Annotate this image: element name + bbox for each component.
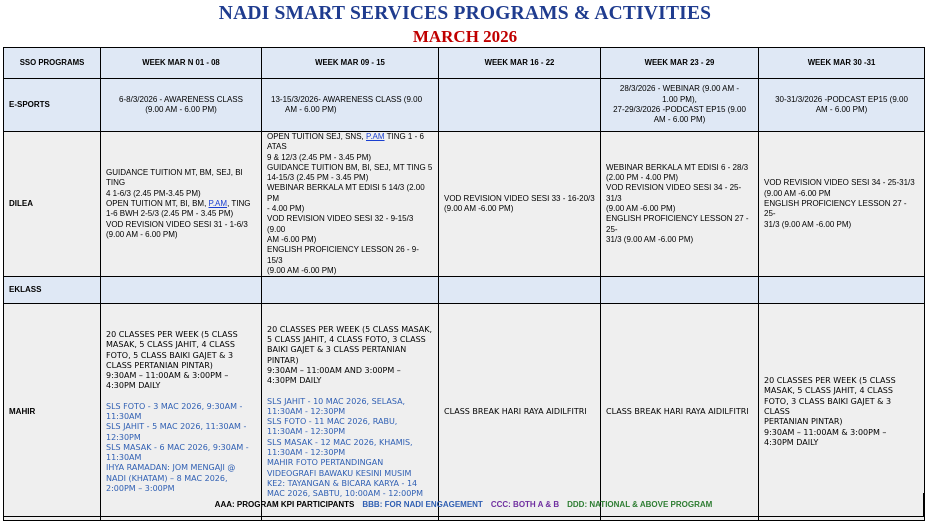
header-row: [4, 48, 925, 79]
eklass-week4: [601, 277, 759, 304]
dilea-w4-line: 31/3 (9.00 AM -6.00 PM): [606, 234, 694, 244]
dilea-w4-line: (9.00 AM -6.00 PM): [606, 204, 676, 214]
mahir-w5-line: FOTO, 3 CLASS BAIKI GAJET & 3 CLASS: [764, 396, 892, 416]
row-label-mahir: MAHIR: [4, 304, 101, 521]
col-header-week2: WEEK MAR 09 - 15: [262, 48, 439, 79]
mahir-w2-event: SLS JAHIT - 10 MAC 2026, SELASA,: [267, 396, 406, 406]
dilea-w2-line: 14-15/3 (2.45 PM - 3.45 PM): [267, 173, 369, 183]
dilea-w1-text: , TING: [227, 198, 251, 208]
mahir-w5-line: 9:30AM – 11:00AM & 3:00PM –: [764, 427, 887, 437]
page-subtitle: MARCH 2026: [412, 27, 518, 46]
row-dilea: [4, 132, 925, 277]
dilea-w2-line: VOD REVISION VIDEO SESI 32 - 9-15/3 (9.00: [267, 214, 414, 234]
col-header-programs: SSO PROGRAMS: [4, 48, 101, 79]
mahir-w1-line: 4:30PM DAILY: [106, 381, 161, 391]
dilea-w2-line: GUIDANCE TUITION BM, BI, SEJ, MT TING 5: [267, 162, 433, 172]
dilea-w2-text: TING 1 - 6 ATAS: [267, 132, 424, 152]
dilea-w2-line: AM -6.00 PM): [267, 234, 317, 244]
mahir-w5-line: PERTANIAN PINTAR): [764, 417, 843, 427]
dilea-w2-line: (9.00 AM -6.00 PM): [267, 265, 337, 275]
mahir-w1-line: FOTO, 5 CLASS BAIKI GAJET & 3: [106, 350, 234, 360]
mahir-w1-event: IHYA RAMADAN: JOM MENGAJI @: [106, 463, 236, 473]
mahir-w2-line: 5 CLASS JAHIT, 4 CLASS FOTO, 3 CLASS: [267, 335, 426, 345]
row-label-esports: E-SPORTS: [4, 79, 101, 132]
mahir-w2-event: SLS FOTO - 11 MAC 2026, RABU,: [267, 417, 398, 427]
row-eklass: [4, 277, 925, 304]
dilea-w4-line: WEBINAR BERKALA MT EDISI 6 - 28/3: [606, 162, 749, 172]
mahir-w2-line: 20 CLASSES PER WEEK (5 CLASS MASAK,: [267, 324, 433, 334]
esports-w1-line: 6-8/3/2026 - AWARENESS CLASS: [119, 94, 243, 104]
dilea-w2-line: WEBINAR BERKALA MT EDISI 5 14/3 (2.00 PM: [267, 183, 425, 203]
mahir-w1-line: 20 CLASSES PER WEEK (5 CLASS: [106, 329, 238, 339]
mahir-w1-event: 2:00PM – 3:00PM: [106, 484, 175, 494]
dilea-w1-line: 4 1-6/3 (2.45 PM-3.45 PM): [106, 188, 201, 198]
pam-link[interactable]: P.AM: [208, 198, 228, 208]
legend-footer: [3, 493, 924, 517]
row-label-eklass: EKLASS: [4, 277, 101, 304]
esports-w2-line: AM - 6.00 PM): [285, 105, 337, 114]
dilea-w3-line: VOD REVISION VIDEO SESI 33 - 16-20/3: [444, 193, 595, 203]
mahir-w1-event: 11:30AM: [106, 412, 142, 421]
row-label-dilea: DILEA: [4, 132, 101, 277]
col-header-week5: WEEK MAR 30 -31: [759, 48, 925, 79]
mahir-w2-event: SLS MASAK - 12 MAC 2026, KHAMIS,: [267, 437, 413, 447]
dilea-w2-line: [267, 132, 433, 153]
dilea-w3-line: (9.00 AM -6.00 PM): [444, 204, 514, 214]
dilea-w4-line: VOD REVISION VIDEO SESI 34 - 25-31/3: [606, 183, 742, 203]
dilea-w2-line: ENGLISH PROFICIENCY LESSON 26 - 9-15/3: [267, 245, 419, 265]
mahir-w2-event: KE2: TAYANGAN & BICARA KARYA - 14: [267, 478, 418, 488]
mahir-w2-line: 9:30AM – 11:00AM AND 3:00PM –: [267, 365, 401, 375]
dilea-w1-line: (9.00 AM - 6.00 PM): [106, 229, 178, 239]
legend-bbb: BBB: FOR NADI ENGAGEMENT: [362, 500, 483, 509]
dilea-week1: [101, 132, 262, 277]
mahir-w2-event: VIDEOGRAFI BAWAKU KESINI MUSIM: [267, 468, 412, 478]
dilea-w1-line: 1-6 BWH 2-5/3 (2.45 PM - 3.45 PM): [106, 209, 234, 219]
dilea-w2-line: - 4.00 PM): [267, 204, 305, 214]
esports-w5-line: AM - 6.00 PM): [815, 105, 868, 114]
mahir-week2: [262, 304, 439, 521]
mahir-w5-line: 4:30PM DAILY: [764, 437, 819, 447]
mahir-w5-line: 20 CLASSES PER WEEK (5 CLASS: [764, 376, 896, 386]
mahir-w2-event: 11:30AM - 12:30PM: [267, 448, 346, 458]
esports-week2: [262, 79, 439, 132]
mahir-w2-event: 11:30AM - 12:30PM: [267, 427, 346, 437]
dilea-w1-line: GUIDANCE TUITION MT, BM, SEJ, BI TING: [106, 168, 243, 188]
legend-ddd: DDD: NATIONAL & ABOVE PROGRAM: [567, 500, 713, 509]
mahir-w1-line: CLASS PERTANIAN PINTAR): [106, 360, 213, 370]
row-esports: [4, 79, 925, 132]
mahir-w2-event: MAHIR FOTO PERTANDINGAN: [267, 458, 384, 468]
eklass-week2: [262, 277, 439, 304]
mahir-week5: [759, 304, 925, 521]
eklass-week5: [759, 277, 925, 304]
schedule-table: [3, 47, 925, 521]
esports-w2-line: 13-15/3/2026- AWARENESS CLASS (9.00: [271, 94, 423, 104]
dilea-week4: [601, 132, 759, 277]
dilea-w5-line: 31/3 (9.00 AM -6.00 PM): [764, 219, 852, 229]
mahir-w1-event: 12:30PM: [106, 432, 141, 442]
dilea-week3: [439, 132, 601, 277]
mahir-week1: [101, 304, 262, 521]
mahir-w1-event: SLS MASAK - 6 MAC 2026, 9:30AM -: [106, 442, 249, 452]
esports-week3: [439, 79, 601, 132]
dilea-w5-line: (9.00 AM -6.00 PM: [764, 188, 831, 198]
esports-week5: [759, 79, 925, 132]
esports-w4-line: 1.00 PM),: [662, 94, 697, 104]
esports-w4-line: 27-29/3/2026 -PODCAST EP15 (9.00: [613, 105, 746, 114]
esports-w4-line: 28/3/2026 - WEBINAR (9.00 AM -: [619, 84, 740, 94]
mahir-w2-event: 11:30AM - 12:30PM: [267, 406, 346, 416]
mahir-w2-event: MAC 2026, SABTU, 10:00AM - 12:00PM: [267, 489, 424, 499]
esports-week4: [601, 79, 759, 132]
mahir-w1-event: 11:30AM: [106, 453, 142, 463]
mahir-w2-line: 4:30PM DAILY: [267, 376, 322, 386]
mahir-w1-event: SLS FOTO - 3 MAC 2026, 9:30AM -: [106, 401, 243, 411]
esports-w1-line: (9.00 AM - 6.00 PM): [145, 105, 217, 114]
mahir-w1-line: 9:30AM – 11:00AM & 3:00PM –: [106, 371, 229, 381]
esports-w5-line: 30-31/3/2026 -PODCAST EP15 (9.00: [775, 94, 908, 104]
row-mahir: [4, 304, 925, 521]
mahir-w2-line: PINTAR): [267, 355, 299, 365]
mahir-w5-line: MASAK, 5 CLASS JAHIT, 4 CLASS: [764, 386, 893, 396]
esports-week1: [101, 79, 262, 132]
dilea-w4-line: (2.00 PM - 4.00 PM): [606, 173, 679, 183]
dilea-w1-text: OPEN TUITION MT, BI, BM,: [106, 198, 209, 208]
dilea-w5-line: ENGLISH PROFICIENCY LESSON 27 - 25-: [764, 198, 907, 219]
mahir-week4: CLASS BREAK HARI RAYA AIDILFITRI: [601, 304, 759, 521]
esports-w4-line: AM - 6.00 PM): [653, 115, 706, 125]
col-header-week3: WEEK MAR 16 - 22: [439, 48, 601, 79]
pam-link[interactable]: P.AM: [365, 132, 385, 141]
mahir-w1-event: SLS JAHIT - 5 MAC 2026, 11:30AM -: [106, 422, 247, 432]
dilea-week5: [759, 132, 925, 277]
col-header-week1: WEEK MAR N 01 - 08: [101, 48, 262, 79]
mahir-week3: CLASS BREAK HARI RAYA AIDILFITRI: [439, 304, 601, 521]
eklass-week3: [439, 277, 601, 304]
dilea-w2-text: OPEN TUITION SEJ, SNS,: [267, 132, 366, 141]
col-header-week4: WEEK MAR 23 - 29: [601, 48, 759, 79]
legend-ccc: CCC: BOTH A & B: [490, 500, 560, 509]
mahir-w1-line: MASAK, 5 CLASS JAHIT, 4 CLASS: [106, 340, 235, 350]
eklass-week1: [101, 277, 262, 304]
dilea-week2: [262, 132, 439, 277]
spacer: [267, 387, 433, 397]
dilea-w1-line: VOD REVISION VIDEO SESI 31 - 1-6/3: [106, 219, 248, 229]
dilea-w4-line: ENGLISH PROFICIENCY LESSON 27 - 25-: [606, 214, 749, 234]
legend-aaa: AAA: PROGRAM KPI PARTICIPANTS: [214, 500, 355, 509]
mahir-w1-event: NADI (KHATAM) – 8 MAC 2026,: [106, 473, 228, 483]
spacer: [106, 392, 256, 402]
dilea-w2-line: 9 & 12/3 (2.45 PM - 3.45 PM): [267, 152, 372, 162]
dilea-w1-line: [106, 199, 256, 209]
dilea-w5-line: VOD REVISION VIDEO SESI 34 - 25-31/3: [764, 178, 915, 188]
mahir-w2-line: BAIKI GAJET & 3 CLASS PERTANIAN: [267, 345, 407, 355]
page-title: NADI SMART SERVICES PROGRAMS & ACTIVITIES: [218, 3, 712, 24]
